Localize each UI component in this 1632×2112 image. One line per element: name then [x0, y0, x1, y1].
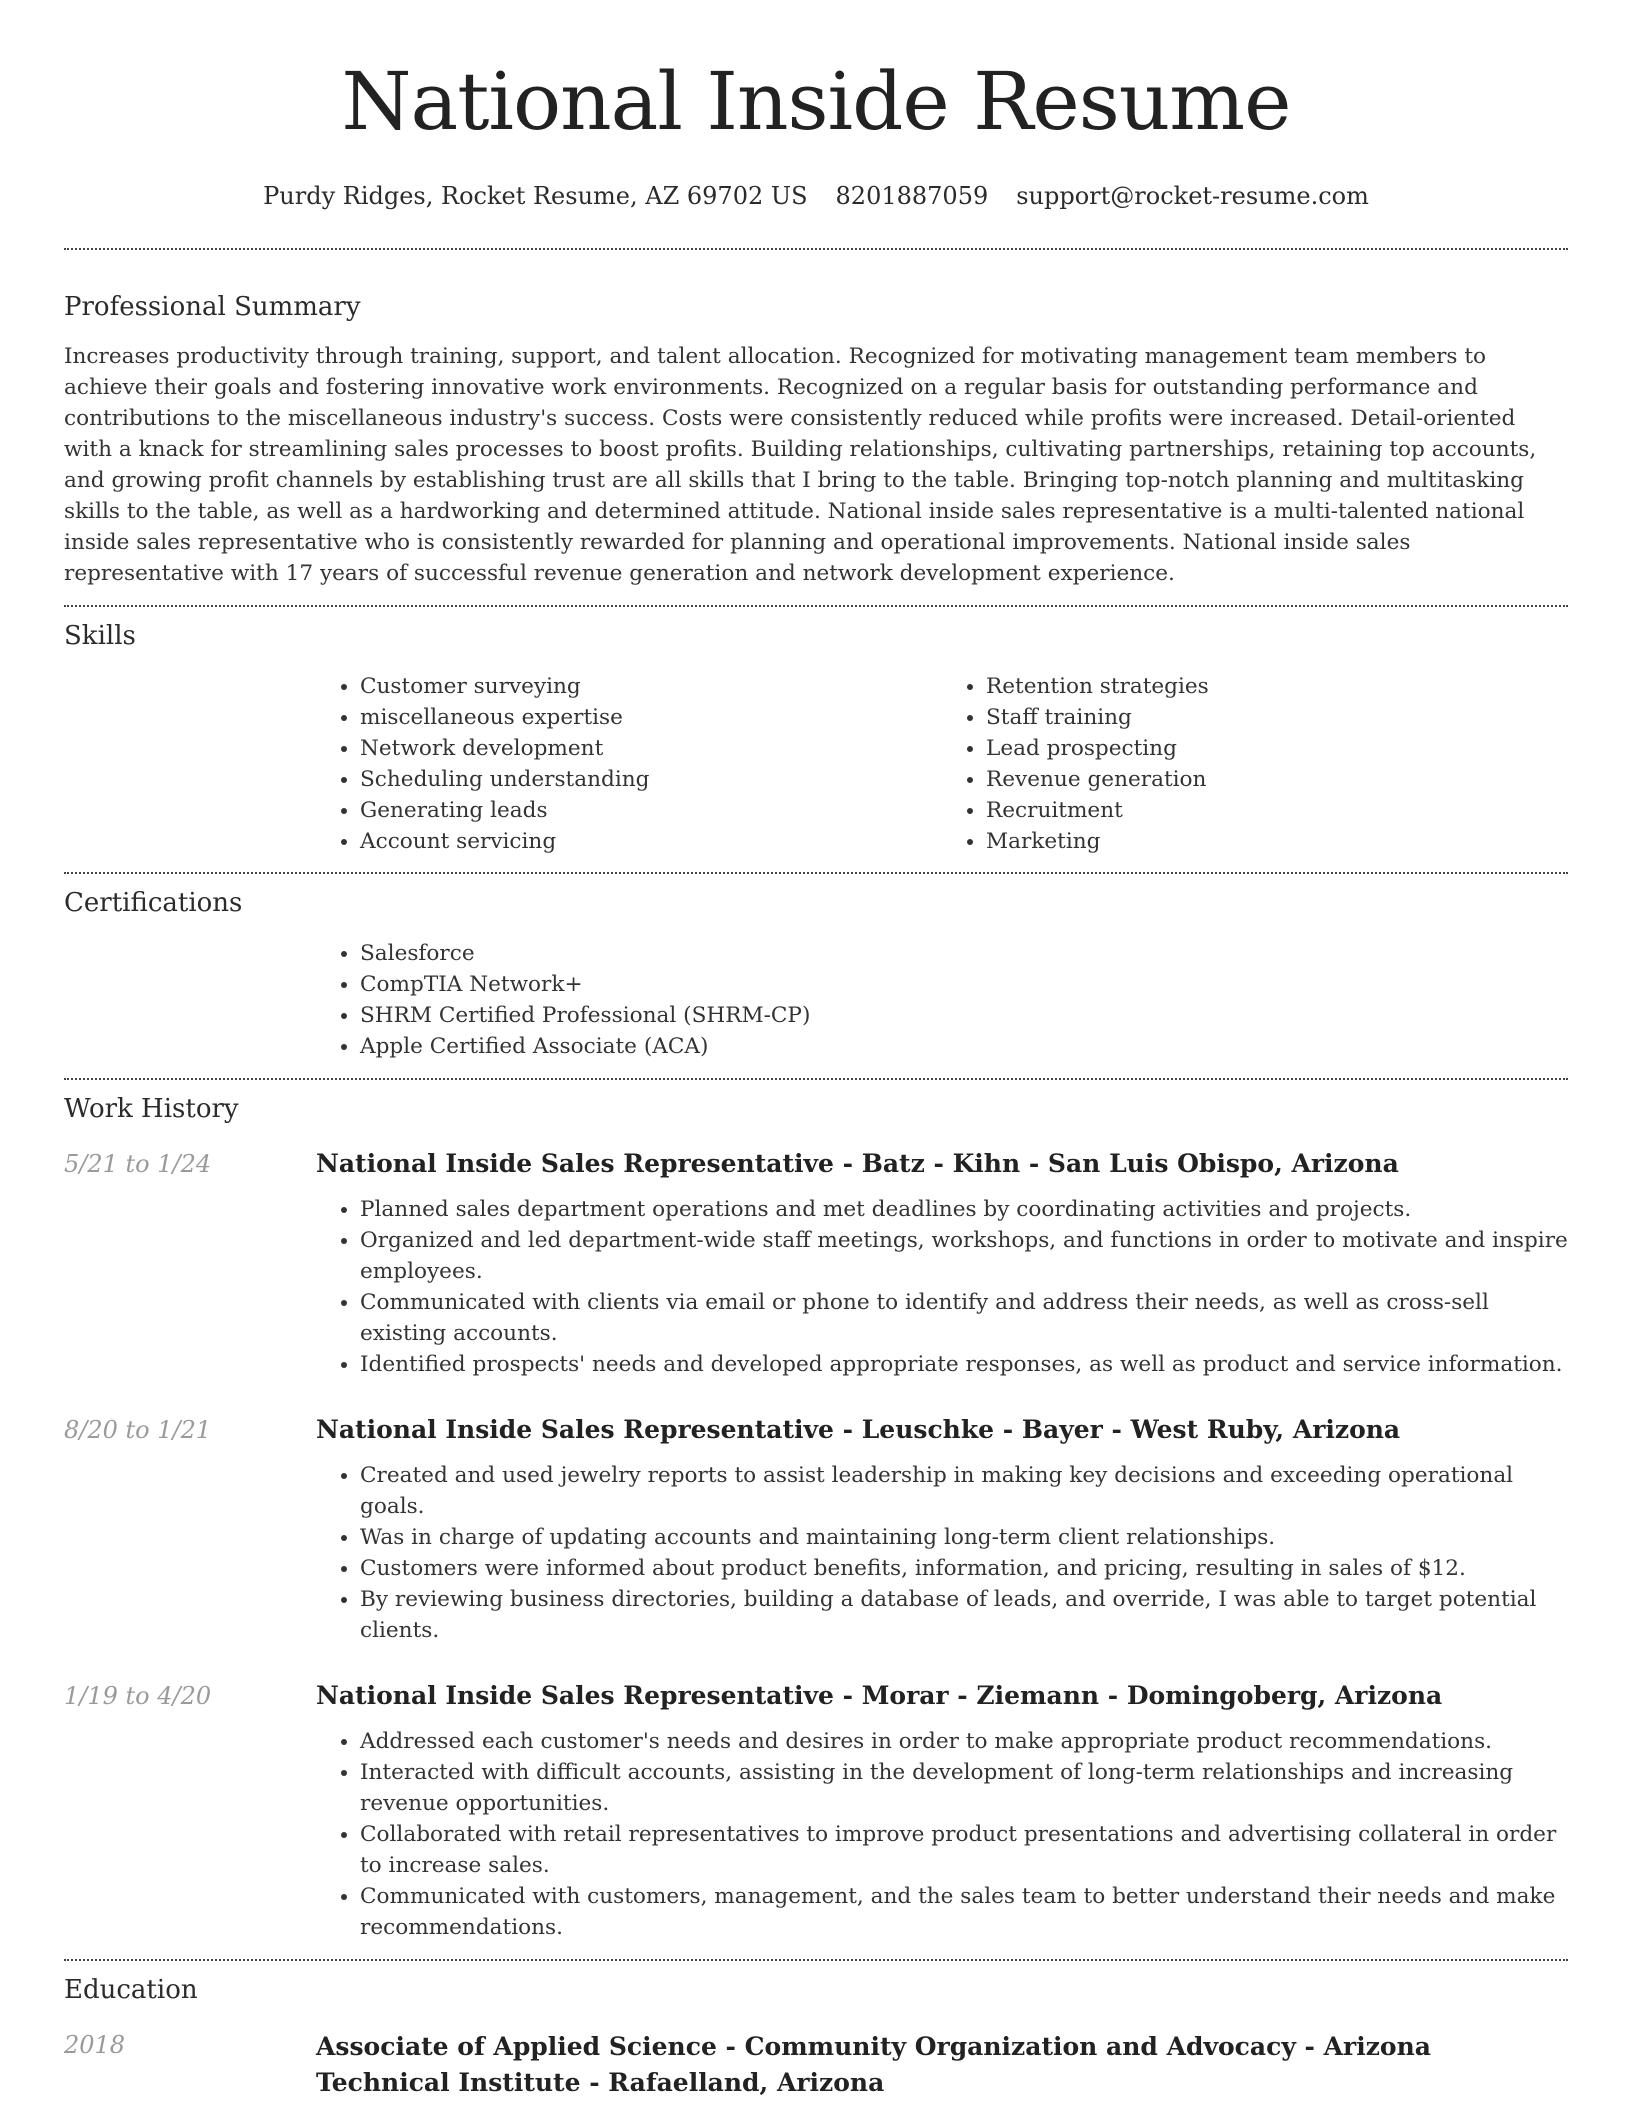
education-body	[316, 2029, 1568, 2101]
job-bullets	[316, 1726, 1568, 1943]
certification-item: • Salesforce	[360, 938, 1568, 969]
contact-address: Purdy Ridges, Rocket Resume, AZ 69702 US	[263, 182, 808, 210]
job-bullet: • Collaborated with retail representatives to improve product presentations and advertising collateral in order to increase sales.	[360, 1819, 1568, 1881]
job-entry	[64, 1148, 1568, 1380]
job-bullets	[316, 1194, 1568, 1380]
job-title: National Inside Sales Representative - Morar - Ziemann - Domingoberg, Arizona	[316, 1681, 1443, 1710]
education-section	[64, 1961, 1568, 2101]
job-body	[316, 1148, 1568, 1380]
job-date: 8/20 to 1/21	[64, 1416, 212, 1444]
skill-item: • Revenue generation	[986, 764, 1568, 795]
contact-email: support@rocket-resume.com	[1016, 182, 1369, 210]
summary-text: Increases productivity through training, support, and talent allocation. Recognized for motivating management team members to achieve their goals and fostering innovative work environments. Recognized on a regular basis for outstanding performance and contributions to the miscellaneous industry's success. Costs were consistently reduced while profits were increased. Detail-oriented with a knack for streamlining sales processes to boost profits. Building relationships, cultivating partnerships, retaining top accounts, and growing profit channels by establishing trust are all skills that I bring to the table. Bringing top-notch planning and multitasking skills to the table, as well as a hardworking and determined attitude. National inside sales representative is a multi-talented national inside sales representative who is consistently rewarded for planning and operational improvements. National inside sales representative with 17 years of successful revenue generation and network development experience.	[64, 344, 1537, 586]
section-title-summary: Professional Summary	[64, 292, 361, 322]
summary-section	[64, 250, 1568, 589]
skill-item: • Retention strategies	[986, 671, 1568, 702]
skill-item: • Customer surveying	[360, 671, 942, 702]
job-bullet: • Addressed each customer's needs and desires in order to make appropriate product recommendations.	[360, 1726, 1568, 1757]
job-date: 1/19 to 4/20	[64, 1682, 212, 1710]
skills-columns	[316, 671, 1568, 857]
job-date: 5/21 to 1/24	[64, 1150, 212, 1178]
skill-item: • Scheduling understanding	[360, 764, 942, 795]
job-bullet: • Identified prospects' needs and developed appropriate responses, as well as product and service information.	[360, 1349, 1568, 1380]
education-date: 2018	[64, 2031, 126, 2059]
certifications-section	[64, 874, 1568, 1062]
skills-section	[64, 607, 1568, 857]
job-bullet: • Planned sales department operations and met deadlines by coordinating activities and projects.	[360, 1194, 1568, 1225]
job-body	[316, 1414, 1568, 1646]
certification-item: • Apple Certified Associate (ACA)	[360, 1031, 1568, 1062]
job-bullet: • Was in charge of updating accounts and maintaining long-term client relationships.	[360, 1522, 1568, 1553]
job-bullet: • Communicated with customers, management, and the sales team to better understand their needs and make recommendations.	[360, 1881, 1568, 1943]
skill-item: • Recruitment	[986, 795, 1568, 826]
contact-phone: 8201887059	[835, 182, 989, 210]
job-bullet: • Interacted with difficult accounts, assisting in the development of long-term relationships and increasing revenue opportunities.	[360, 1757, 1568, 1819]
skill-item: • Generating leads	[360, 795, 942, 826]
certifications-list	[316, 938, 1568, 1062]
job-bullet: • Created and used jewelry reports to assist leadership in making key decisions and exceeding operational goals.	[360, 1460, 1568, 1522]
work-history-section	[64, 1080, 1568, 1943]
skills-list-left	[316, 671, 942, 857]
section-title-certifications: Certifications	[64, 888, 243, 918]
skill-item: • Network development	[360, 733, 942, 764]
certification-item: • CompTIA Network+	[360, 969, 1568, 1000]
section-title-education: Education	[64, 1975, 198, 2005]
education-title: Associate of Applied Science - Community Organization and Advocacy - Arizona Technical Institute - Rafaelland, Arizona	[316, 2032, 1431, 2097]
job-entry	[64, 1680, 1568, 1943]
job-bullet: • Communicated with clients via email or phone to identify and address their needs, as well as cross-sell existing accounts.	[360, 1287, 1568, 1349]
skill-item: • Lead prospecting	[986, 733, 1568, 764]
skills-list-right	[942, 671, 1568, 857]
job-bullet: • By reviewing business directories, building a database of leads, and override, I was able to target potential clients.	[360, 1584, 1568, 1646]
section-title-work-history: Work History	[64, 1094, 239, 1124]
job-title: National Inside Sales Representative - Batz - Kihn - San Luis Obispo, Arizona	[316, 1149, 1399, 1178]
skill-item: • Staff training	[986, 702, 1568, 733]
skill-item: • Marketing	[986, 826, 1568, 857]
job-title: National Inside Sales Representative - Leuschke - Bayer - West Ruby, Arizona	[316, 1415, 1401, 1444]
job-bullet: • Customers were informed about product benefits, information, and pricing, resulting in sales of $12.	[360, 1553, 1568, 1584]
contact-line	[64, 180, 1568, 212]
job-bullets	[316, 1460, 1568, 1646]
certification-item: • SHRM Certified Professional (SHRM-CP)	[360, 1000, 1568, 1031]
resume-name: National Inside Resume	[341, 55, 1291, 148]
job-body	[316, 1680, 1568, 1943]
skill-item: • miscellaneous expertise	[360, 702, 942, 733]
skill-item: • Account servicing	[360, 826, 942, 857]
education-entry	[64, 2029, 1568, 2101]
job-bullet: • Organized and led department-wide staff meetings, workshops, and functions in order to motivate and inspire employees.	[360, 1225, 1568, 1287]
section-title-skills: Skills	[64, 621, 136, 651]
job-entry	[64, 1414, 1568, 1646]
